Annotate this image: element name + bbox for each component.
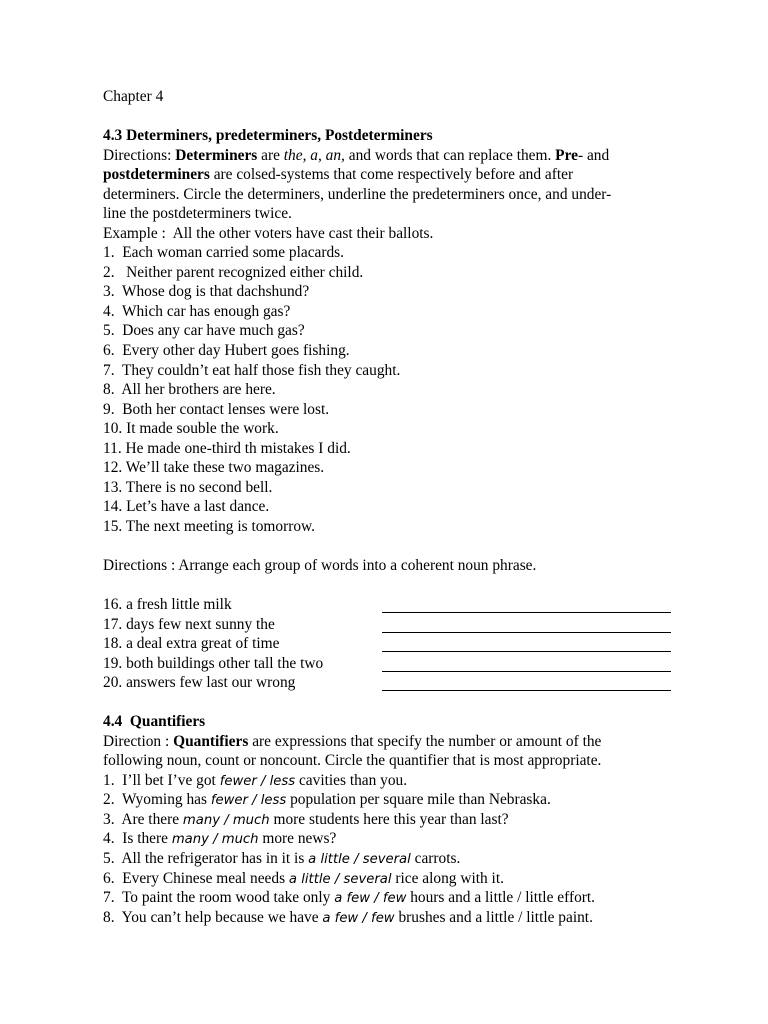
article-examples: the, a, an,	[283, 147, 345, 164]
exercise-item: 13. There is no second bell.	[103, 479, 273, 496]
arrange-item: 16. a fresh little milk	[103, 596, 232, 613]
directions-label: Directions:	[103, 147, 176, 164]
quantifier-directions-line-1	[103, 733, 601, 751]
quantifier-item	[103, 830, 336, 849]
arrange-item: 20. answers few last our wrong	[103, 674, 296, 691]
directions-text: are expressions that specify the number or amount of the	[248, 733, 602, 750]
answer-blank[interactable]	[382, 612, 671, 613]
answer-blank[interactable]	[382, 651, 671, 652]
item-text: carrots.	[410, 850, 461, 867]
exercise-item: 1. Each woman carried some placards.	[103, 244, 345, 261]
quantifier-item	[103, 889, 595, 908]
quantifier-choice[interactable]: a little / several	[288, 872, 392, 887]
section-heading-determiners: 4.3 Determiners, predeterminers, Postdeterminers	[103, 127, 433, 144]
item-text: cavities than you.	[295, 772, 408, 789]
exercise-item: 14. Let’s have a last dance.	[103, 498, 270, 515]
quantifier-choice[interactable]: a few / few	[322, 911, 395, 926]
item-text: 2. Wyoming has	[103, 791, 211, 808]
exercise-item: 11. He made one-third th mistakes I did.	[103, 440, 351, 457]
quantifier-item	[103, 772, 407, 791]
exercise-item: 5. Does any car have much gas?	[103, 322, 305, 339]
quantifier-directions-line-2: following noun, count or noncount. Circle the quantifier that is most appropriate.	[103, 752, 602, 769]
arrange-directions: Directions : Arrange each group of words into a coherent noun phrase.	[103, 557, 537, 574]
directions-line-2	[103, 166, 573, 184]
item-text: more students here this year than last?	[269, 811, 509, 828]
item-text: 3. Are there	[103, 811, 183, 828]
term-pre: Pre	[555, 147, 578, 164]
arrange-item: 19. both buildings other tall the two	[103, 655, 324, 672]
item-text: 7. To paint the room wood take only	[103, 889, 335, 906]
quantifier-choice[interactable]: many / much	[182, 813, 270, 828]
directions-label: Direction :	[103, 733, 174, 750]
exercise-item: 10. It made souble the work.	[103, 420, 279, 437]
exercise-item: 9. Both her contact lenses were lost.	[103, 401, 330, 418]
quantifier-item	[103, 909, 593, 928]
quantifier-choice[interactable]: fewer / less	[219, 774, 296, 789]
term-determiners: Determiners	[175, 147, 258, 164]
exercise-item: 6. Every other day Hubert goes fishing.	[103, 342, 350, 359]
exercise-item: 8. All her brothers are here.	[103, 381, 276, 398]
item-text: 8. You can’t help because we have	[103, 909, 323, 926]
directions-line-3: determiners. Circle the determiners, underline the predeterminers once, and under-	[103, 186, 612, 203]
quantifier-choice[interactable]: fewer / less	[210, 793, 287, 808]
answer-blank[interactable]	[382, 632, 671, 633]
arrange-item: 17. days few next sunny the	[103, 616, 275, 633]
exercise-item: 2. Neither parent recognized either child.	[103, 264, 364, 281]
term-postdeterminers: postdeterminers	[103, 166, 210, 183]
item-text: more news?	[258, 830, 337, 847]
answer-blank[interactable]	[382, 690, 671, 691]
chapter-title: Chapter 4	[103, 88, 164, 105]
item-text: 6. Every Chinese meal needs	[103, 870, 289, 887]
quantifier-item	[103, 791, 551, 810]
directions-text: - and	[577, 147, 610, 164]
quantifier-choice[interactable]: many / much	[171, 832, 259, 847]
quantifier-choice[interactable]: a little / several	[308, 852, 411, 867]
directions-text: are colsed-systems that come respectively before and after	[209, 166, 574, 183]
arrange-item: 18. a deal extra great of time	[103, 635, 280, 652]
item-text: 5. All the refrigerator has in it is	[103, 850, 309, 867]
directions-text: are	[257, 147, 284, 164]
item-text: 1. I’ll bet I’ve got	[103, 772, 220, 789]
item-text: 4. Is there	[103, 830, 172, 847]
example-sentence: Example : All the other voters have cast their ballots.	[103, 225, 434, 242]
exercise-item: 3. Whose dog is that dachshund?	[103, 283, 310, 300]
section-heading-quantifiers: 4.4 Quantifiers	[103, 713, 206, 730]
item-text: rice along with it.	[391, 870, 504, 887]
item-text: brushes and a little / little paint.	[394, 909, 593, 926]
quantifier-choice[interactable]: a few / few	[334, 891, 407, 906]
exercise-item: 7. They couldn’t eat half those fish they caught.	[103, 362, 401, 379]
term-quantifiers: Quantifiers	[173, 733, 249, 750]
item-text: hours and a little / little effort.	[406, 889, 596, 906]
exercise-item: 12. We’ll take these two magazines.	[103, 459, 325, 476]
answer-blank[interactable]	[382, 671, 671, 672]
exercise-item: 4. Which car has enough gas?	[103, 303, 291, 320]
exercise-item: 15. The next meeting is tomorrow.	[103, 518, 316, 535]
quantifier-item	[103, 811, 509, 830]
directions-text: and words that can replace them.	[344, 147, 556, 164]
directions-line-4: line the postdeterminers twice.	[103, 205, 292, 222]
quantifier-item	[103, 850, 460, 869]
directions-line-1	[103, 147, 609, 165]
item-text: population per square mile than Nebraska.	[286, 791, 551, 808]
quantifier-item	[103, 870, 504, 889]
